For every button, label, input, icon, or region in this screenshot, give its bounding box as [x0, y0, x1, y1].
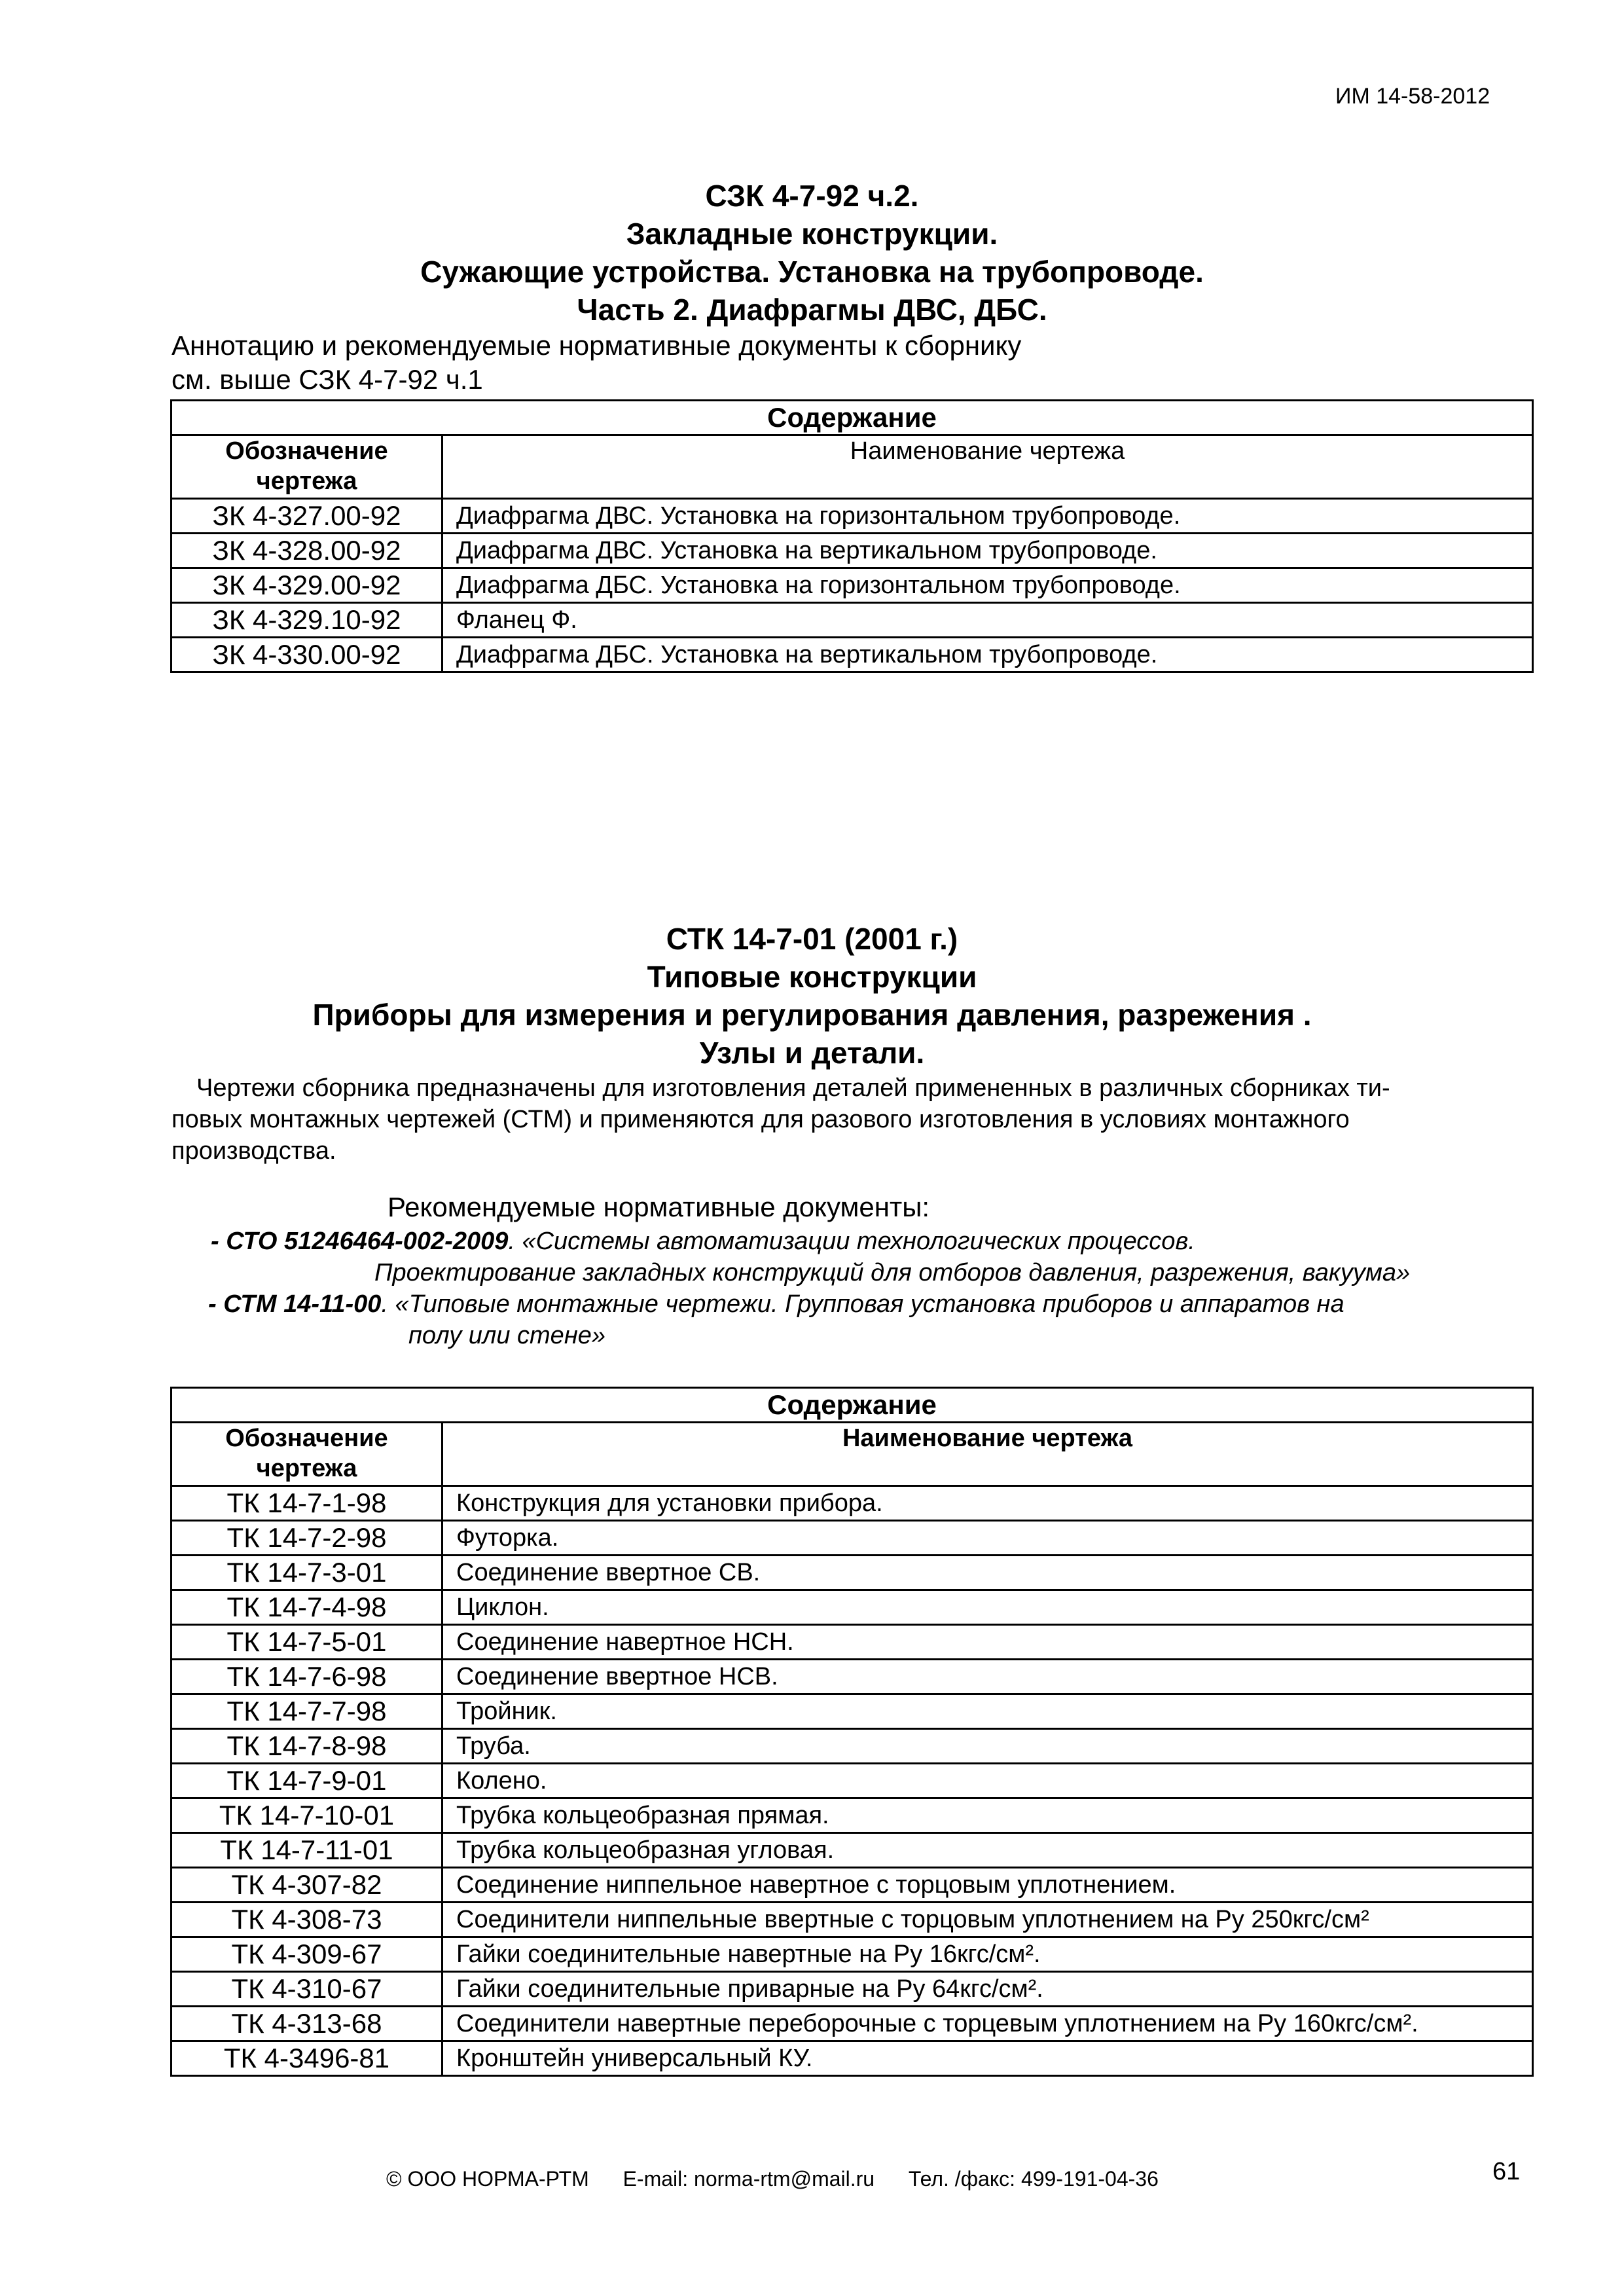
section1-annotation-line-1: Аннотацию и рекомендуемые нормативные документы к сборнику — [171, 330, 1022, 361]
drawing-name: Гайки соединительные приварные на Ру 64кгс/см². — [442, 1972, 1533, 2007]
table-row — [171, 1556, 1533, 1590]
section2-contents-table — [170, 1387, 1534, 2077]
email-text: E-mail: norma-rtm@mail.ru — [623, 2167, 875, 2191]
drawing-name: Колено. — [442, 1764, 1533, 1798]
drawing-code: ТК 14-7-4-98 — [171, 1590, 442, 1625]
reference-item-2 — [208, 1288, 1344, 1320]
drawing-name: Трубка кольцеобразная угловая. — [442, 1833, 1533, 1868]
drawing-name: Соединение ввертное СВ. — [442, 1556, 1533, 1590]
table-row — [171, 2007, 1533, 2041]
reference-prefix: - СТМ 14-11-00 — [208, 1290, 382, 1318]
drawing-name: Соединители ниппельные ввертные с торцовым уплотнением на Ру 250кгс/см² — [442, 1903, 1533, 1937]
table-row — [171, 638, 1533, 672]
section1-title-line-3: Сужающие устройства. Установка на трубопроводе. — [420, 255, 1204, 289]
drawing-code: ЗК 4-329.00-92 — [171, 568, 442, 603]
drawing-code: ТК 14-7-7-98 — [171, 1694, 442, 1729]
table-row — [171, 1798, 1533, 1833]
table-row — [171, 534, 1533, 568]
table-row — [171, 568, 1533, 603]
reference-item-2-continued — [408, 1320, 605, 1351]
drawing-name: Соединение ввертное НСВ. — [442, 1660, 1533, 1694]
table-row — [171, 1868, 1533, 1903]
drawing-name: Тройник. — [442, 1694, 1533, 1729]
reference-item-1-continued — [374, 1257, 1410, 1288]
drawing-name: Труба. — [442, 1729, 1533, 1764]
drawing-name: Соединители навертные переборочные с торцевым уплотнением на Ру 160кгс/см². — [442, 2007, 1533, 2041]
drawing-code: ТК 4-3496-81 — [171, 2041, 442, 2076]
drawing-code: ТК 14-7-2-98 — [171, 1521, 442, 1556]
drawing-name: Диафрагма ДВС. Установка на горизонтальном трубопроводе. — [442, 499, 1533, 534]
drawing-name: Диафрагма ДБС. Установка на горизонтальном трубопроводе. — [442, 568, 1533, 603]
reference-prefix: - СТО 51246464-002-2009 — [211, 1228, 509, 1255]
drawing-name: Циклон. — [442, 1590, 1533, 1625]
section1-contents-table — [170, 399, 1534, 673]
drawing-code: ЗК 4-328.00-92 — [171, 534, 442, 568]
drawing-name: Диафрагма ДБС. Установка на вертикальном трубопроводе. — [442, 638, 1533, 672]
drawing-code: ТК 14-7-8-98 — [171, 1729, 442, 1764]
document-code: ИМ 14-58-2012 — [1335, 84, 1490, 109]
section1-title-line-1: СЗК 4-7-92 ч.2. — [705, 179, 919, 213]
reference-text: . «Типовые монтажные чертежи. Групповая установка приборов и аппаратов на — [381, 1290, 1344, 1318]
column-header-name: Наименование чертежа — [442, 1423, 1533, 1486]
drawing-code: ТК 4-307-82 — [171, 1868, 442, 1903]
drawing-name: Кронштейн универсальный КУ. — [442, 2041, 1533, 2076]
footer-contacts — [386, 2167, 1159, 2191]
drawing-code: ТК 4-313-68 — [171, 2007, 442, 2041]
drawing-code: ЗК 4-330.00-92 — [171, 638, 442, 672]
drawing-name: Диафрагма ДВС. Установка на вертикальном трубопроводе. — [442, 534, 1533, 568]
table-row — [171, 1937, 1533, 1972]
drawing-code: ТК 14-7-6-98 — [171, 1660, 442, 1694]
drawing-name: Конструкция для установки прибора. — [442, 1486, 1533, 1521]
table-row — [171, 1903, 1533, 1937]
table-caption: Содержание — [171, 401, 1533, 435]
recommended-docs-heading: Рекомендуемые нормативные документы: — [388, 1192, 930, 1222]
section1-title-line-2: Закладные конструкции. — [626, 217, 998, 251]
page-number: 61 — [1492, 2158, 1521, 2185]
drawing-code: ТК 14-7-10-01 — [171, 1798, 442, 1833]
drawing-code: ТК 14-7-5-01 — [171, 1625, 442, 1660]
section2-title-line-1: СТК 14-7-01 (2001 г.) — [666, 922, 958, 956]
drawing-name: Фланец Ф. — [442, 603, 1533, 638]
table-row — [171, 1764, 1533, 1798]
table-caption: Содержание — [171, 1388, 1533, 1423]
reference-item-1 — [211, 1226, 1195, 1257]
drawing-code: ЗК 4-329.10-92 — [171, 603, 442, 638]
drawing-code: ТК 14-7-1-98 — [171, 1486, 442, 1521]
section1-annotation-line-2: см. выше СЗК 4-7-92 ч.1 — [171, 364, 483, 395]
drawing-code: ТК 4-308-73 — [171, 1903, 442, 1937]
section2-title-line-4: Узлы и детали. — [699, 1036, 925, 1070]
table-row — [171, 603, 1533, 638]
drawing-code: ТК 4-310-67 — [171, 1972, 442, 2007]
reference-text: полу или стене» — [408, 1322, 605, 1349]
drawing-name: Соединение ниппельное навертное с торцовым уплотнением. — [442, 1868, 1533, 1903]
drawing-name: Футорка. — [442, 1521, 1533, 1556]
section2-description-line-3: производства. — [171, 1137, 336, 1165]
table-row — [171, 2041, 1533, 2076]
section2-description-line-2: повых монтажных чертежей (СТМ) и применяются для разового изготовления в условиях монтажного — [171, 1106, 1350, 1133]
drawing-code: ТК 4-309-67 — [171, 1937, 442, 1972]
column-header-code: Обозначение чертежа — [171, 435, 442, 499]
column-header-name: Наименование чертежа — [442, 435, 1533, 499]
phone-text: Тел. /факс: 499-191-04-36 — [908, 2167, 1159, 2191]
drawing-code: ТК 14-7-9-01 — [171, 1764, 442, 1798]
drawing-code: ТК 14-7-3-01 — [171, 1556, 442, 1590]
column-header-code: Обозначение чертежа — [171, 1423, 442, 1486]
table-row — [171, 1486, 1533, 1521]
table-row — [171, 1590, 1533, 1625]
reference-text: . «Системы автоматизации технологических процессов. — [508, 1228, 1195, 1255]
section2-title-line-2: Типовые конструкции — [647, 960, 977, 994]
drawing-name: Соединение навертное НСН. — [442, 1625, 1533, 1660]
table-row — [171, 1660, 1533, 1694]
table-row — [171, 499, 1533, 534]
copyright-text: © ООО НОРМА-РТМ — [386, 2167, 589, 2191]
table-row — [171, 1625, 1533, 1660]
drawing-code: ЗК 4-327.00-92 — [171, 499, 442, 534]
drawing-name: Гайки соединительные навертные на Ру 16кгс/см². — [442, 1937, 1533, 1972]
table-row — [171, 1972, 1533, 2007]
table-row — [171, 1694, 1533, 1729]
table-row — [171, 1729, 1533, 1764]
table-row — [171, 1521, 1533, 1556]
drawing-name: Трубка кольцеобразная прямая. — [442, 1798, 1533, 1833]
table-row — [171, 1833, 1533, 1868]
section2-title-line-3: Приборы для измерения и регулирования давления, разрежения . — [312, 998, 1312, 1032]
section2-description-line-1: Чертежи сборника предназначены для изготовления деталей примененных в различных сборниках ти- — [196, 1074, 1390, 1102]
reference-text: Проектирование закладных конструкций для отборов давления, разрежения, вакуума» — [374, 1259, 1411, 1286]
section1-title-line-4: Часть 2. Диафрагмы ДВС, ДБС. — [577, 293, 1047, 327]
drawing-code: ТК 14-7-11-01 — [171, 1833, 442, 1868]
